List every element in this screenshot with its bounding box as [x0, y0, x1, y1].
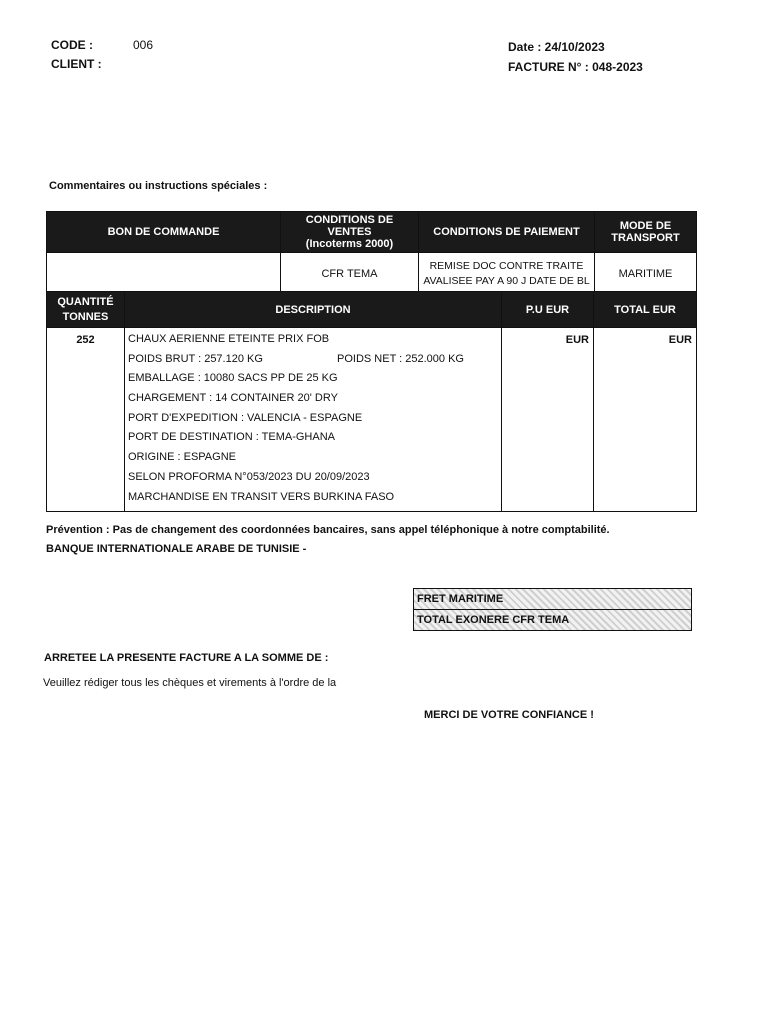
cheques-text: Veuillez rédiger tous les chèques et virements à l'ordre de la [43, 677, 337, 689]
poids-brut: POIDS BRUT : 257.120 KG [128, 352, 263, 365]
description-line: SELON PROFORMA N°053/2023 DU 20/09/2023 [128, 470, 370, 483]
header-bon-de-commande: BON DE COMMANDE [47, 212, 281, 253]
merci-text: MERCI DE VOTRE CONFIANCE ! [424, 709, 594, 721]
value-conditions-paiement [419, 253, 595, 295]
cell-description [125, 328, 502, 512]
arretee-text: ARRETEE LA PRESENTE FACTURE A LA SOMME DE : [44, 652, 329, 664]
header-mode-transport [595, 212, 697, 253]
total-exonere-row: TOTAL EXONERE CFR TEMA [414, 609, 691, 630]
poids-net: POIDS NET : 252.000 KG [337, 352, 464, 365]
comments-label: Commentaires ou instructions spéciales : [49, 180, 268, 192]
code-value: 006 [133, 38, 154, 52]
header-conditions-paiement: CONDITIONS DE PAIEMENT [419, 212, 595, 253]
value-mode-transport: MARITIME [595, 253, 697, 295]
header-quantite-line1: QUANTITÉ [57, 295, 114, 308]
description-line: PORT DE DESTINATION : TEMA-GHANA [128, 431, 335, 444]
header-description: DESCRIPTION [125, 292, 502, 328]
invoice-number: FACTURE N° : 048-2023 [508, 60, 643, 74]
value-bon-de-commande [47, 253, 281, 295]
cell-quantite: 252 [47, 328, 125, 512]
prevention-note: Prévention : Pas de changement des coordonnées bancaires, sans appel téléphonique à notre comptabilité. [46, 524, 610, 536]
description-line: EMBALLAGE : 10080 SACS PP DE 25 KG [128, 372, 338, 385]
description-line: MARCHANDISE EN TRANSIT VERS BURKINA FASO [128, 490, 395, 503]
paiement-line1: REMISE DOC CONTRE TRAITE [429, 259, 584, 272]
header-incoterms: (Incoterms 2000) [305, 238, 394, 250]
header-pu: P.U EUR [502, 292, 594, 328]
header-transport-line2: TRANSPORT [611, 232, 680, 244]
header-quantite [47, 292, 125, 328]
conditions-table [46, 211, 697, 295]
value-conditions-ventes: CFR TEMA [281, 253, 419, 295]
description-line [128, 350, 498, 370]
description-line: PORT D'EXPEDITION : VALENCIA - ESPAGNE [128, 411, 363, 424]
totals-box [413, 588, 692, 631]
invoice-date: Date : 24/10/2023 [508, 40, 605, 54]
code-label: CODE : [51, 38, 93, 52]
header-mode-line1: MODE DE [619, 220, 672, 232]
header-conditions-ventes [281, 212, 419, 253]
bank-name: BANQUE INTERNATIONALE ARABE DE TUNISIE - [46, 543, 307, 555]
description-line: ORIGINE : ESPAGNE [128, 451, 236, 464]
header-quantite-line2: TONNES [62, 310, 109, 323]
header-conditions-ventes-line1: CONDITIONS DE VENTES [305, 214, 394, 238]
header-total: TOTAL EUR [594, 292, 697, 328]
client-label: CLIENT : [51, 57, 102, 71]
cell-total: EUR [594, 328, 697, 512]
paiement-line2: AVALISEE PAY A 90 J DATE DE BL [423, 274, 590, 287]
items-table [46, 291, 697, 512]
description-line: CHAUX AERIENNE ETEINTE PRIX FOB [128, 333, 330, 345]
cell-pu: EUR [502, 328, 594, 512]
description-line: CHARGEMENT : 14 CONTAINER 20' DRY [128, 392, 338, 405]
fret-maritime-row: FRET MARITIME [414, 589, 691, 609]
